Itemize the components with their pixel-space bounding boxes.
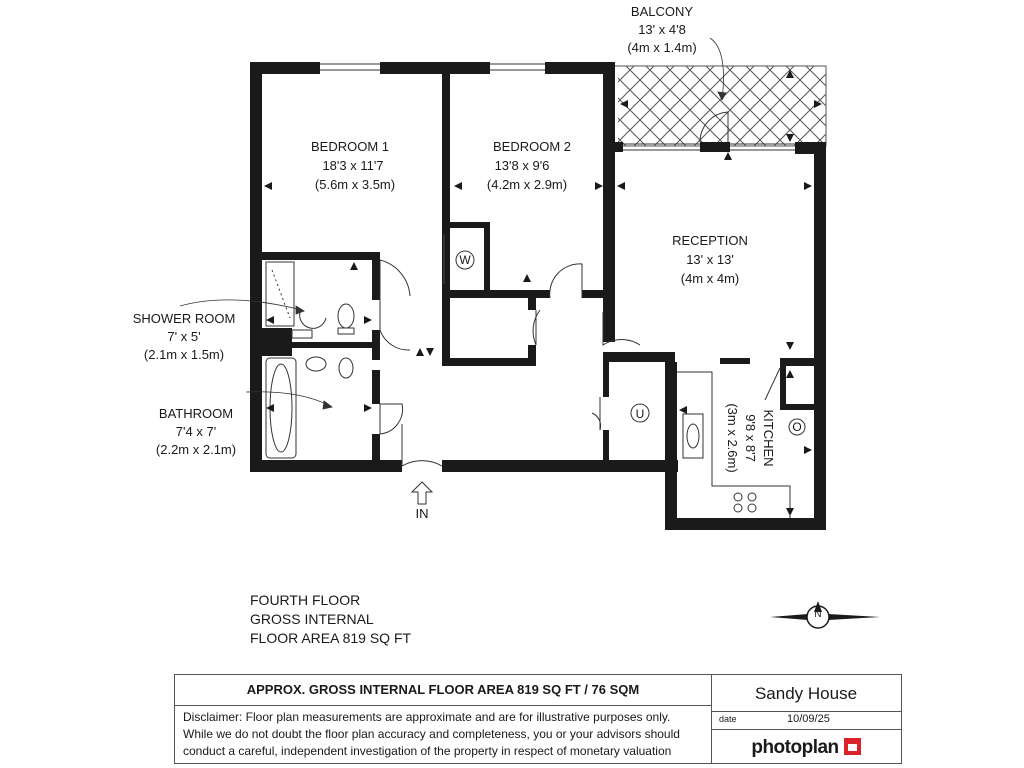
bathroom-imperial: 7'4 x 7' <box>175 424 217 439</box>
compass <box>0 588 1024 648</box>
kitchen-imperial: 9'8 x 8'7 <box>743 414 758 462</box>
bedroom1-imperial: 18'3 x 11'7 <box>322 158 384 173</box>
shower-room-name: SHOWER ROOM <box>132 311 236 326</box>
date-row <box>711 711 901 730</box>
date-key: date <box>719 714 737 724</box>
photoplan-logo <box>711 731 901 761</box>
bedroom2-metric: (4.2m x 2.9m) <box>486 177 568 192</box>
balcony <box>614 66 826 146</box>
bedroom2-imperial: 13'8 x 9'6 <box>494 158 550 173</box>
bedroom2-name: BEDROOM 2 <box>492 139 572 154</box>
reception-imperial: 13' x 13' <box>686 252 734 267</box>
disclaimer-line: Disclaimer: Floor plan measurements are approximate and are for illustrative purposes only. <box>183 710 671 724</box>
floor-note-line: GROSS INTERNAL <box>250 611 374 627</box>
disclaimer-line: While we do not doubt the floor plan accuracy and completeness, you or your advisors should <box>183 727 680 741</box>
balcony-name: BALCONY <box>630 4 694 19</box>
reception-metric: (4m x 4m) <box>680 271 740 286</box>
bedroom1-name: BEDROOM 1 <box>310 139 390 154</box>
boiler-label: O <box>792 420 802 434</box>
kitchen-name: KITCHEN <box>761 409 776 467</box>
up-arrow-icon <box>412 482 432 504</box>
shower-room-metric: (2.1m x 1.5m) <box>143 347 225 362</box>
date-value: 10/09/25 <box>787 713 830 725</box>
disclaimer <box>183 709 707 760</box>
property-name: Sandy House <box>711 675 901 712</box>
bathroom-metric: (2.2m x 2.1m) <box>155 442 237 457</box>
wardrobe-label: W <box>459 253 471 267</box>
entrance-marker <box>412 482 432 521</box>
footer-panel <box>174 674 902 764</box>
floor-area-headline: APPROX. GROSS INTERNAL FLOOR AREA 819 SQ FT / 76 SQM <box>175 675 711 706</box>
reception-name: RECEPTION <box>672 233 748 248</box>
bedroom1-metric: (5.6m x 3.5m) <box>314 177 396 192</box>
floor-note <box>250 591 411 648</box>
footer-right <box>711 675 901 763</box>
disclaimer-line: conduct a careful, independent investigation of the property in respect of monetary valuation <box>183 744 672 758</box>
floor-note-line: FOURTH FLOOR <box>250 592 361 608</box>
doors <box>380 112 780 466</box>
shower-room-imperial: 7' x 5' <box>167 329 201 344</box>
utility-label: U <box>635 407 645 421</box>
kitchen-metric: (3m x 2.6m) <box>725 403 740 473</box>
footer-left <box>175 675 712 763</box>
balcony-imperial: 13' x 4'8 <box>638 22 686 37</box>
camera-icon <box>844 738 861 755</box>
logo-text: photoplan <box>751 737 839 758</box>
compass-north-label: N <box>814 609 822 620</box>
floor-note-line: FLOOR AREA 819 SQ FT <box>250 630 412 646</box>
bathroom-name: BATHROOM <box>158 406 234 421</box>
entrance-label: IN <box>415 506 429 521</box>
balcony-metric: (4m x 1.4m) <box>627 40 697 55</box>
